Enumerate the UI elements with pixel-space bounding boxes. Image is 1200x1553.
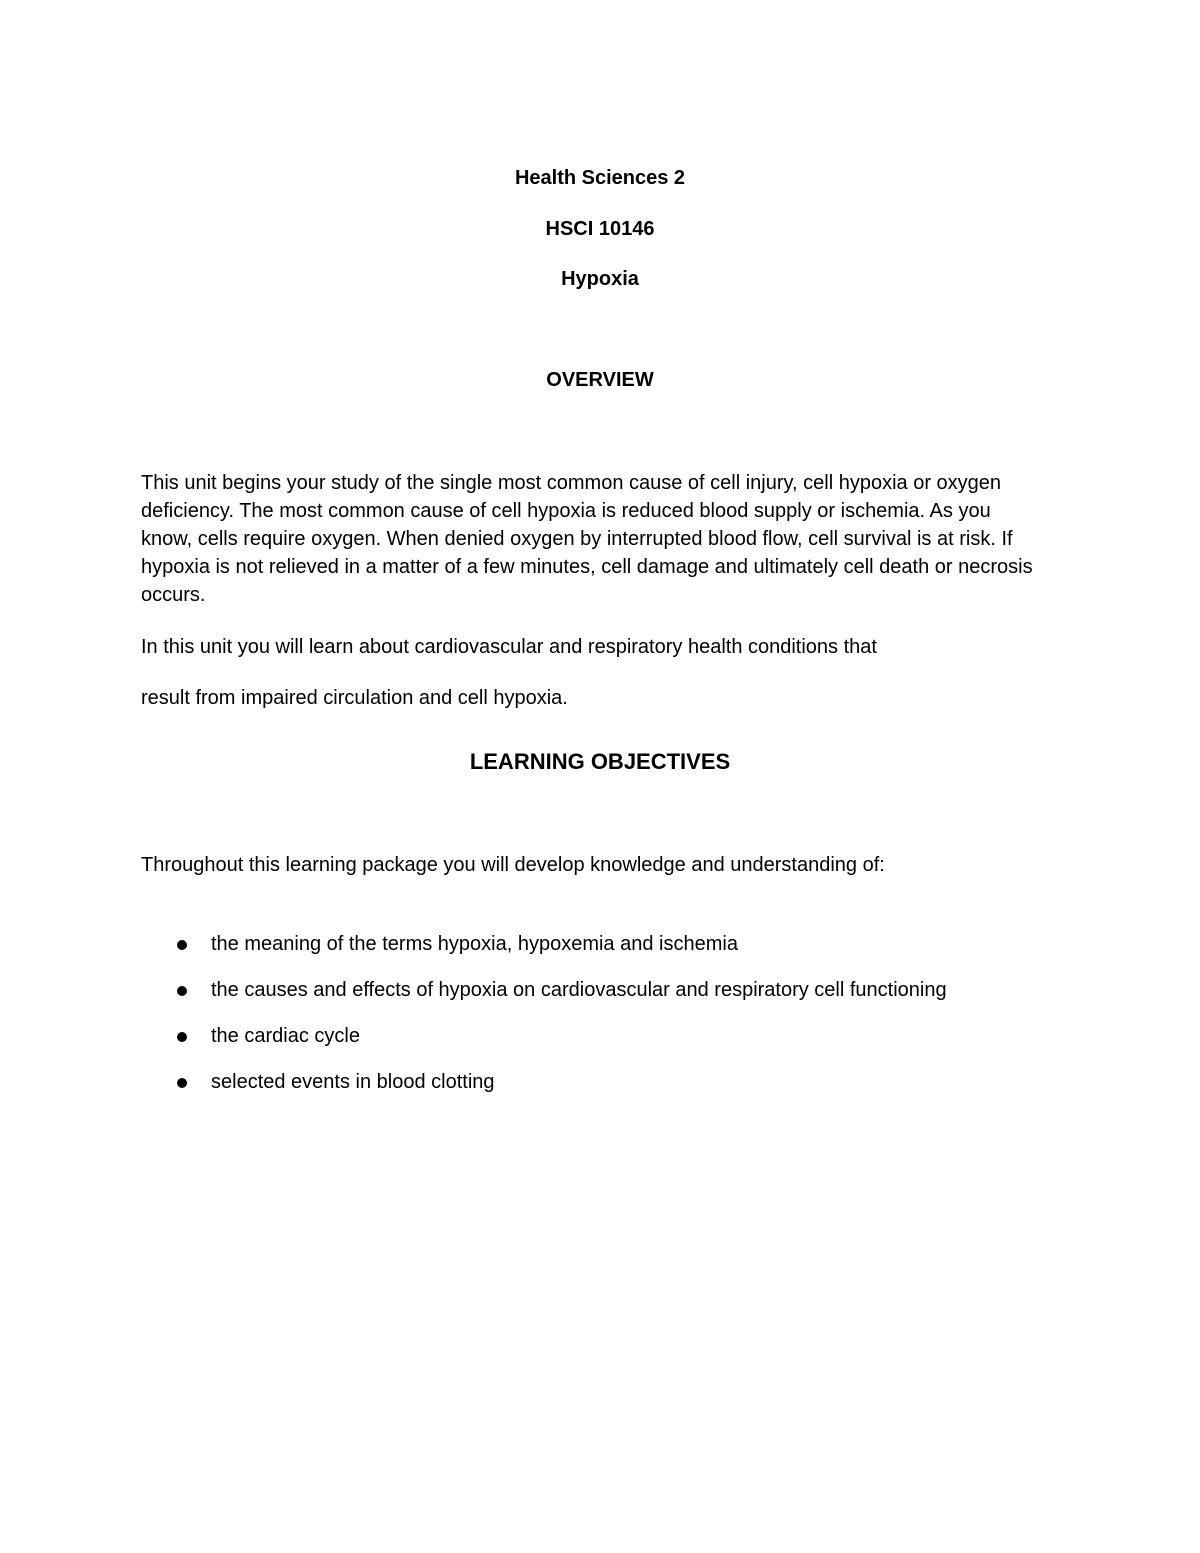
bullet-icon	[177, 1078, 187, 1088]
bullet-icon	[177, 986, 187, 996]
list-item	[0, 1024, 1200, 1052]
overview-paragraph: This unit begins your study of the single most common cause of cell injury, cell hypoxia or oxygen deficiency. The most common cause of cell hypoxia is reduced blood supply or ischemia. As you know, cells require oxygen. When denied oxygen by interrupted blood flow, cell survival is at risk. If hypoxia is not relieved in a matter of a few minutes, cell damage and ultimately cell death or necrosis occurs.	[141, 472, 1033, 606]
overview-heading: OVERVIEW	[546, 369, 654, 391]
bullet-icon	[177, 1032, 187, 1042]
learning-objectives-intro: Throughout this learning package you will develop knowledge and understanding of:	[141, 854, 885, 876]
list-item-text: selected events in blood clotting	[211, 1071, 495, 1093]
list-item	[0, 978, 1200, 1006]
topic-title: Hypoxia	[561, 268, 639, 290]
learning-objectives-heading: LEARNING OBJECTIVES	[469, 749, 731, 774]
list-item-text: the cardiac cycle	[211, 1025, 360, 1047]
course-code: HSCI 10146	[545, 218, 655, 240]
list-item-text: the meaning of the terms hypoxia, hypoxemia and ischemia	[211, 933, 738, 955]
list-item-text: the causes and effects of hypoxia on cardiovascular and respiratory cell functioning	[211, 979, 947, 1001]
list-item	[0, 1070, 1200, 1098]
course-name: Health Sciences 2	[514, 167, 686, 189]
overview-paragraph-2-line-2: result from impaired circulation and cell hypoxia.	[141, 687, 568, 709]
list-item	[0, 932, 1200, 960]
overview-paragraph-2-line-1: In this unit you will learn about cardiovascular and respiratory health conditions that	[141, 636, 877, 658]
bullet-icon	[177, 940, 187, 950]
